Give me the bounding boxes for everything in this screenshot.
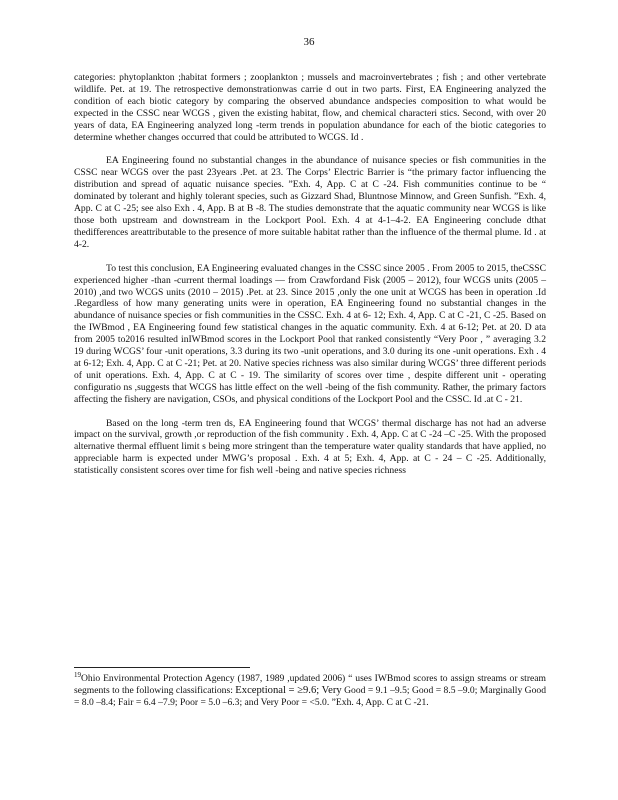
footnote-marker: 19 xyxy=(74,670,81,679)
footnote-divider xyxy=(74,667,250,668)
footnote-emphasis: Exceptional = ≥9.6; Very xyxy=(235,684,342,696)
page-number: 36 xyxy=(303,36,315,48)
footnote xyxy=(74,670,546,709)
footnote-text-end: Good = 9.1 –9.5; Good = 8.5 –9.0; Marginally Good = 8.0 –8.4; Fair = 6.4 –7.9; Poor = 5.0 –6.3; and Very Poor = <5.0. ”Exh. 4, App. C at C -21. xyxy=(74,684,546,708)
paragraph-long-term-trends: Based on the long -term tren ds, EA Engineering found that WCGS’ thermal discharge has not had an adverse impact on the survival, growth ,or reproduction of the fish community . Exh. 4, App. C at C -24 –C -25. With the proposed alternative thermal effluent limit s being more stringent than the temperature water quality standards that have applied, no appreciable harm is expected under MWG’s proposal . Exh. 4 at 5; Exh. 4, App. at C - 24 – C -25. Additionally, statistically consistent scores over time for fish well -being and native species richness xyxy=(74,417,546,477)
footnote-text-start: Ohio Environmental Protection Agency (1987, 1989 ,updated 2006) “ uses IWBmod scores to assign streams or stream segments to the following classifications: xyxy=(74,673,546,696)
paragraph-test-conclusion: To test this conclusion, EA Engineering evaluated changes in the CSSC since 2005 . From 2005 to 2015, theCSSC experienced higher -than -current thermal loadings — from Crawfordand Fisk (2005 – 2012), four WCGS units (2005 –2010) ,and two WCGS units (2010 – 2015) .Pet. at 23. Since 2015 ,only the one unit at WCGS has been in operation .Id .Regardless of how many generating units were in operation, EA Engineering found no substantial changes in the abundance of nuisance species or fish communities in the CSSC. Exh. 4 at 6- 12; Exh. 4, App. C at C -21, C -25. Based on the IWBmod , EA Engineering found few statistical changes in the aquatic community. Exh. 4 at 6-12; Pet. at 20. D ata from 2005 to2016 resulted inIWBmod scores in the Lockport Pool that ranked consistently “Very Poor , ” averaging 3.2 19 during WCGS’ four -unit operations, 3.3 during its two -unit operations, and 3.0 during its one -unit operations. Exh . 4 at 6-12; Exh. 4, App. C at C -21; Pet. at 20. Native species richness was also similar during WCGS’ three different periods of unit operations. Exh. 4, App. C at C - 19. The similarity of scores over time , despite different unit - operating configuratio ns ,suggests that WCGS has little effect on the well -being of the fish community. Rather, the primary factors affecting the fishery are navigation, CSOs, and physical conditions of the Lockport Pool and the CSSC. Id .at C - 21. xyxy=(74,262,546,405)
body-text xyxy=(74,72,546,489)
paragraph-categories: categories: phytoplankton ;habitat formers ; zooplankton ; mussels and macroinvertebrates ; fish ; and other vertebrate wildlife. Pet. at 19. The retrospective demonstrationwas carrie d out in two parts. First, EA Engineering analyzed the condition of each biotic category by comparing the observed abundance andspecies composition to what would be expected in the CSSC near WCGS , given the existing habitat, flow, and chemical characteri stics. Second, with over 20 years of data, EA Engineering analyzed long -term trends in population abundance for each of the biotic categories to determine whether changes occurred that could be attributed to WCGS. Id . xyxy=(74,72,546,143)
paragraph-ea-findings: EA Engineering found no substantial changes in the abundance of nuisance species or fish communities in the CSSC near WCGS over the past 23years .Pet. at 23. The Corps’ Electric Barrier is “the primary factor influencing the distribution and spread of aquatic nuisance species. ”Exh. 4, App. C at C -24. Fish communities continue to be “ dominated by tolerant and highly tolerant species, such as Gizzard Shad, Bluntnose Minnow, and Green Sunfish. ”Exh. 4, App. C at C -25; see also Exh . 4, App. B at B -8. The studies demonstrate that the aquatic community near WCGS is like those both upstream and downstream in the Lockport Pool. Exh. 4 at 4-1–4-2. EA Engineering conclude dthat thedifferences areattributable to the presence of more suitable habitat rather than the influence of the thermal plume. Id . at 4-2. xyxy=(74,155,546,250)
